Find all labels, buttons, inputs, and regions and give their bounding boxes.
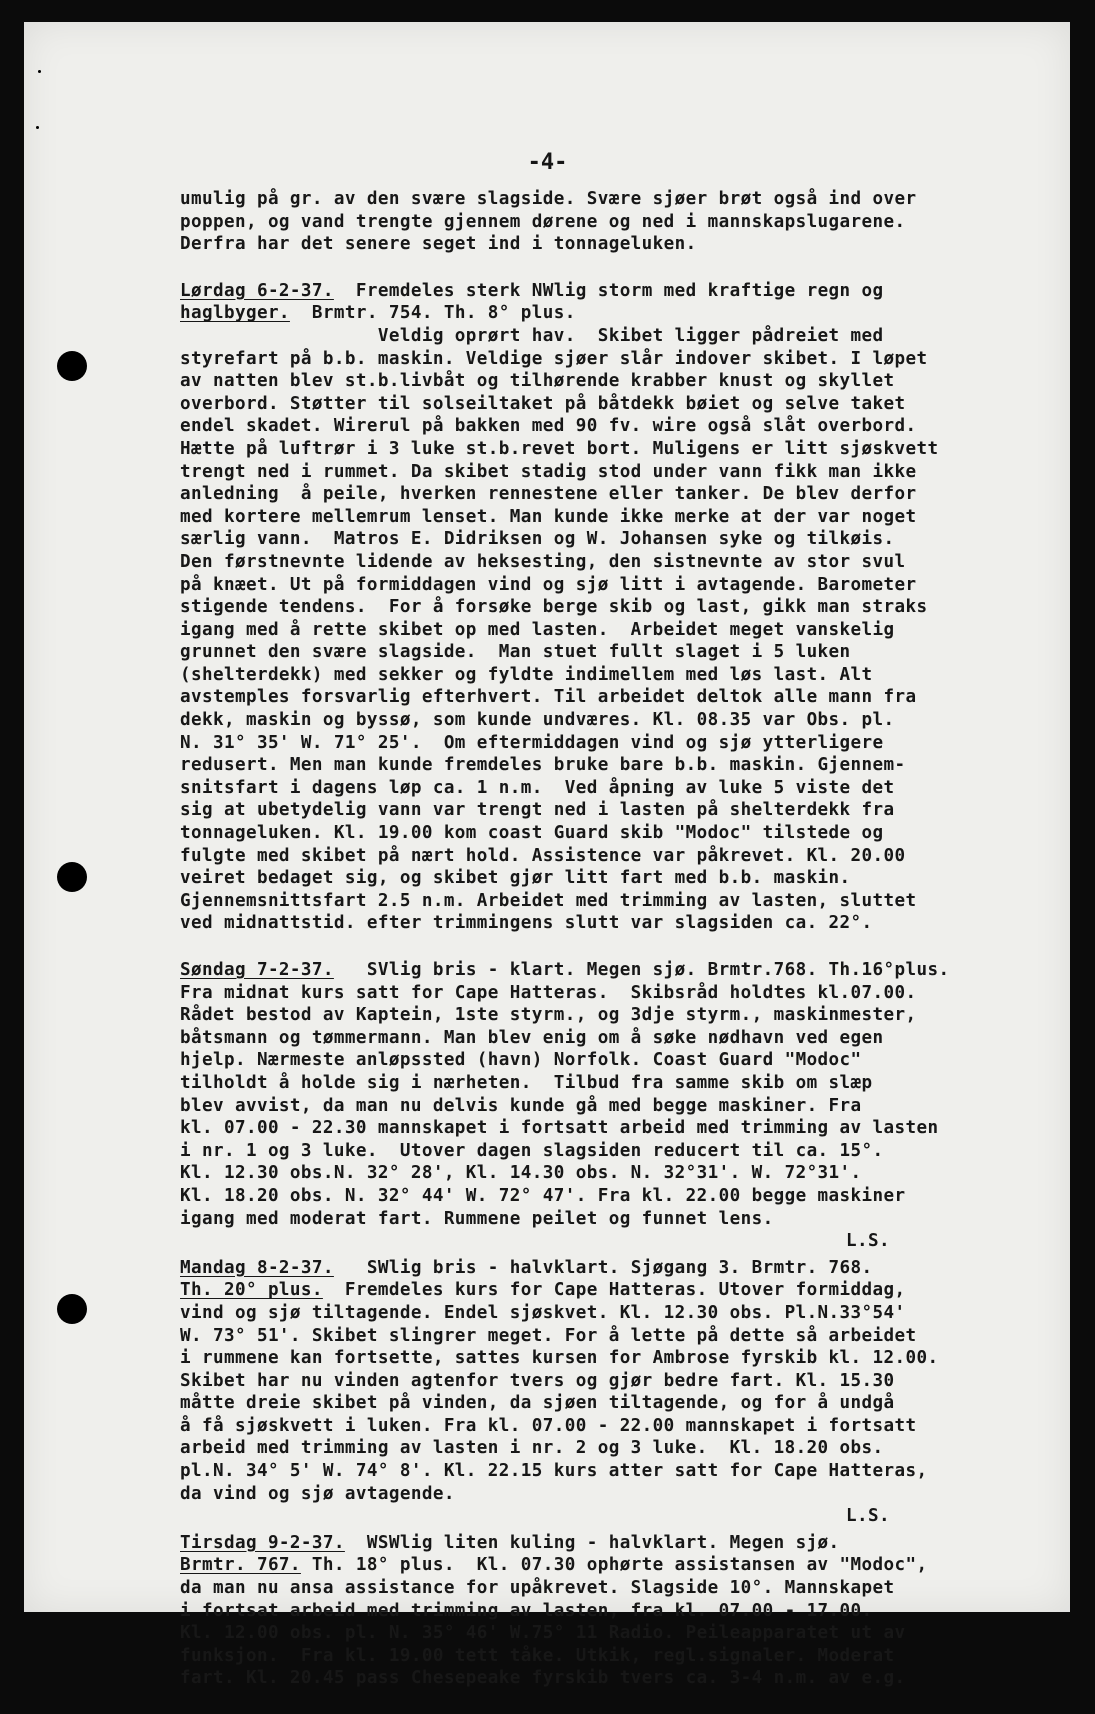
- text-line: Derfra har det senere seget ind i tonnageluken.: [180, 234, 697, 255]
- text-line: måtte dreie skibet på vinden, da sjøen tiltagende, og for å undgå: [180, 1393, 895, 1414]
- text-line: stigende tendens. For å forsøke berge skib og last, gikk man straks: [180, 597, 928, 618]
- text-line: da man nu ansa assistance for upåkrevet. Slagside 10°. Mannskapet: [180, 1578, 895, 1599]
- log-paragraph: [180, 959, 1020, 1253]
- text-line: vind og sjø tiltagende. Endel sjøskvet. Kl. 12.30 obs. Pl.N.33°54': [180, 1302, 906, 1323]
- margin-speck: [38, 70, 41, 73]
- text-line: funksjon. Fra kl. 19.00 tett tåke. Utkik, regl.signaler. Moderat: [180, 1645, 895, 1666]
- text-line: i rummene kan fortsette, sattes kursen for Ambrose fyrskib kl. 12.00.: [180, 1348, 939, 1369]
- page-number: -4-: [527, 150, 568, 175]
- entry-date-heading: haglbyger.: [180, 303, 290, 324]
- text-line: hjelp. Nærmeste anløpssted (havn) Norfolk. Coast Guard "Modoc": [180, 1050, 862, 1071]
- text-line: Søndag 7-2-37. SVlig bris - klart. Megen sjø. Brmtr.768. Th.16°plus.: [180, 960, 950, 980]
- text-line: fulgte med skibet på nært hold. Assistence var påkrevet. Kl. 20.00: [180, 845, 906, 866]
- text-line: Fra midnat kurs satt for Cape Hatteras. Skibsråd holdtes kl.07.00.: [180, 982, 917, 1003]
- text-line: tilholdt å holde sig i nærheten. Tilbud fra samme skib om slæp: [180, 1072, 873, 1093]
- entry-date-heading: Brmtr. 767.: [180, 1555, 301, 1576]
- text-line: Gjennemsnittsfart 2.5 n.m. Arbeidet med trimming av lasten, sluttet: [180, 890, 917, 911]
- text-line: Hætte på luftrør i 3 luke st.b.revet bort. Muligens er litt sjøskvett: [180, 438, 939, 459]
- text-line: Veldig oprørt hav. Skibet ligger pådreiet med: [180, 325, 884, 346]
- text-line: å få sjøskvett i luken. Fra kl. 07.00 - 22.00 mannskapet i fortsatt: [180, 1415, 917, 1436]
- text-line: Mandag 8-2-37. SWlig bris - halvklart. Sjøgang 3. Brmtr. 768.: [180, 1257, 873, 1278]
- text-line: Kl. 12.30 obs.N. 32° 28', Kl. 14.30 obs. N. 32°31'. W. 72°31'.: [180, 1163, 862, 1184]
- text-line: i nr. 1 og 3 luke. Utover dagen slagsiden reducert til ca. 15°.: [180, 1140, 884, 1161]
- text-line: blev avvist, da man nu delvis kunde gå med begge maskiner. Fra: [180, 1095, 862, 1116]
- text-line: båtsmann og tømmermann. Man blev enig om å søke nødhavn ved egen: [180, 1027, 884, 1048]
- punch-hole: [57, 351, 87, 381]
- text-line: redusert. Men man kunde fremdeles bruke bare b.b. maskin. Gjennem-: [180, 755, 906, 776]
- text-line: Kl. 18.20 obs. N. 32° 44' W. 72° 47'. Fra kl. 22.00 begge maskiner: [180, 1185, 906, 1206]
- entry-date-heading: Th. 20° plus.: [180, 1280, 323, 1301]
- text-line: ved midnattstid. efter trimmingens slutt var slagsiden ca. 22°.: [180, 913, 873, 934]
- text-line: pl.N. 34° 5' W. 74° 8'. Kl. 22.15 kurs atter satt for Cape Hatteras,: [180, 1461, 928, 1482]
- log-paragraph: [180, 188, 1020, 256]
- text-line: sig at ubetydelig vann var trengt ned i lasten på shelterdekk fra: [180, 800, 895, 821]
- text-line: Rådet bestod av Kaptein, 1ste styrm., og 3dje styrm., maskinmester,: [180, 1005, 917, 1026]
- text-line: grunnet den svære slagside. Man stuet fullt slaget i 5 luken: [180, 642, 851, 663]
- text-line: av natten blev st.b.livbåt og tilhørende krabber knust og skyllet: [180, 371, 895, 392]
- text-line: da vind og sjø avtagende.: [180, 1483, 455, 1504]
- log-paragraph: [180, 280, 1020, 935]
- text-line: overbord. Støtter til solseiltaket på båtdekk bøiet og selve taket: [180, 393, 906, 414]
- text-line: med kortere mellemrum lenset. Man kunde ikke merke at der var noget: [180, 506, 917, 527]
- text-line: styrefart på b.b. maskin. Veldige sjøer slår indover skibet. I løpet: [180, 348, 928, 369]
- margin-speck: [36, 126, 39, 129]
- text-line: Brmtr. 767. Th. 18° plus. Kl. 07.30 ophørte assistansen av "Modoc",: [180, 1555, 928, 1576]
- log-entries: [180, 188, 1020, 1714]
- text-line: igang med moderat fart. Rummene peilet og funnet lens.: [180, 1208, 774, 1229]
- text-line: poppen, og vand trengte gjennem dørene og ned i mannskapslugarene.: [180, 211, 906, 232]
- entry-date-heading: Tirsdag 9-2-37.: [180, 1532, 345, 1553]
- text-line: fart. Kl. 20.45 pass Chesepeake fyrskib tvers ca. 3-4 n.m. av e.g.: [180, 1668, 906, 1689]
- signature-initials: L.S.: [846, 1506, 890, 1527]
- text-line: kl. 07.00 - 22.30 mannskapet i fortsatt arbeid med trimming av lasten: [180, 1118, 939, 1139]
- text-line: tonnageluken. Kl. 19.00 kom coast Guard skib "Modoc" tilstede og: [180, 823, 884, 844]
- text-line: Kl. 12.00 obs. pl. N. 35° 46' W.75° 11 Radio. Peileapparatet ut av: [180, 1623, 906, 1644]
- text-line: arbeid med trimming av lasten i nr. 2 og 3 luke. Kl. 18.20 obs.: [180, 1438, 884, 1459]
- punch-hole: [57, 862, 87, 892]
- text-line: Th. 20° plus. Fremdeles kurs for Cape Hatteras. Utover formiddag,: [180, 1280, 906, 1301]
- text-line: W. 73° 51'. Skibet slingrer meget. For å lette på dette så arbeidet: [180, 1325, 917, 1346]
- entry-date-heading: Lørdag 6-2-37.: [180, 280, 334, 301]
- text-line: trengt ned i rummet. Da skibet stadig stod under vann fikk man ikke: [180, 461, 917, 482]
- text-line: dekk, maskin og byssø, som kunde undværes. Kl. 08.35 var Obs. pl.: [180, 710, 895, 731]
- punch-hole: [57, 1294, 87, 1324]
- signature-initials: L.S.: [846, 1231, 890, 1252]
- text-line: N. 31° 35' W. 71° 25'. Om eftermiddagen vind og sjø ytterligere: [180, 732, 884, 753]
- log-paragraph: [180, 1532, 1020, 1690]
- text-line: i fortsat arbeid med trimming av lasten, fra kl. 07.00 - 17.00.: [180, 1600, 873, 1621]
- text-line: Den førstnevnte lidende av heksesting, den sistnevnte av stor svul: [180, 551, 906, 572]
- text-line: umulig på gr. av den svære slagside. Svære sjøer brøt også ind over: [180, 189, 917, 209]
- entry-date-heading: Mandag 8-2-37.: [180, 1257, 334, 1278]
- text-line: Tirsdag 9-2-37. WSWlig liten kuling - halvklart. Megen sjø.: [180, 1532, 840, 1553]
- entry-date-heading: Søndag 7-2-37.: [180, 960, 334, 980]
- text-line: snitsfart i dagens løp ca. 1 n.m. Ved åpning av luke 5 viste det: [180, 777, 895, 798]
- text-line: haglbyger. Brmtr. 754. Th. 8° plus.: [180, 303, 576, 324]
- text-line: endel skadet. Wirerul på bakken med 90 fv. wire også slåt overbord.: [180, 416, 917, 437]
- log-paragraph: [180, 1257, 1020, 1528]
- text-line: igang med å rette skibet op med lasten. Arbeidet meget vanskelig: [180, 619, 895, 640]
- text-line: veiret bedaget sig, og skibet gjør litt fart med b.b. maskin.: [180, 868, 851, 889]
- text-line: på knæet. Ut på formiddagen vind og sjø litt i avtagende. Barometer: [180, 574, 917, 595]
- text-line: Skibet har nu vinden agtenfor tvers og gjør bedre fart. Kl. 15.30: [180, 1370, 895, 1391]
- text-line: Lørdag 6-2-37. Fremdeles sterk NWlig storm med kraftige regn og: [180, 280, 884, 301]
- text-line: anledning å peile, hverken rennestene eller tanker. De blev derfor: [180, 484, 917, 505]
- text-line: avstemples forsvarlig efterhvert. Til arbeidet deltok alle mann fra: [180, 687, 917, 708]
- text-line: særlig vann. Matros E. Didriksen og W. Johansen syke og tilkøis.: [180, 529, 895, 550]
- text-line: (shelterdekk) med sekker og fyldte indimellem med løs last. Alt: [180, 664, 873, 685]
